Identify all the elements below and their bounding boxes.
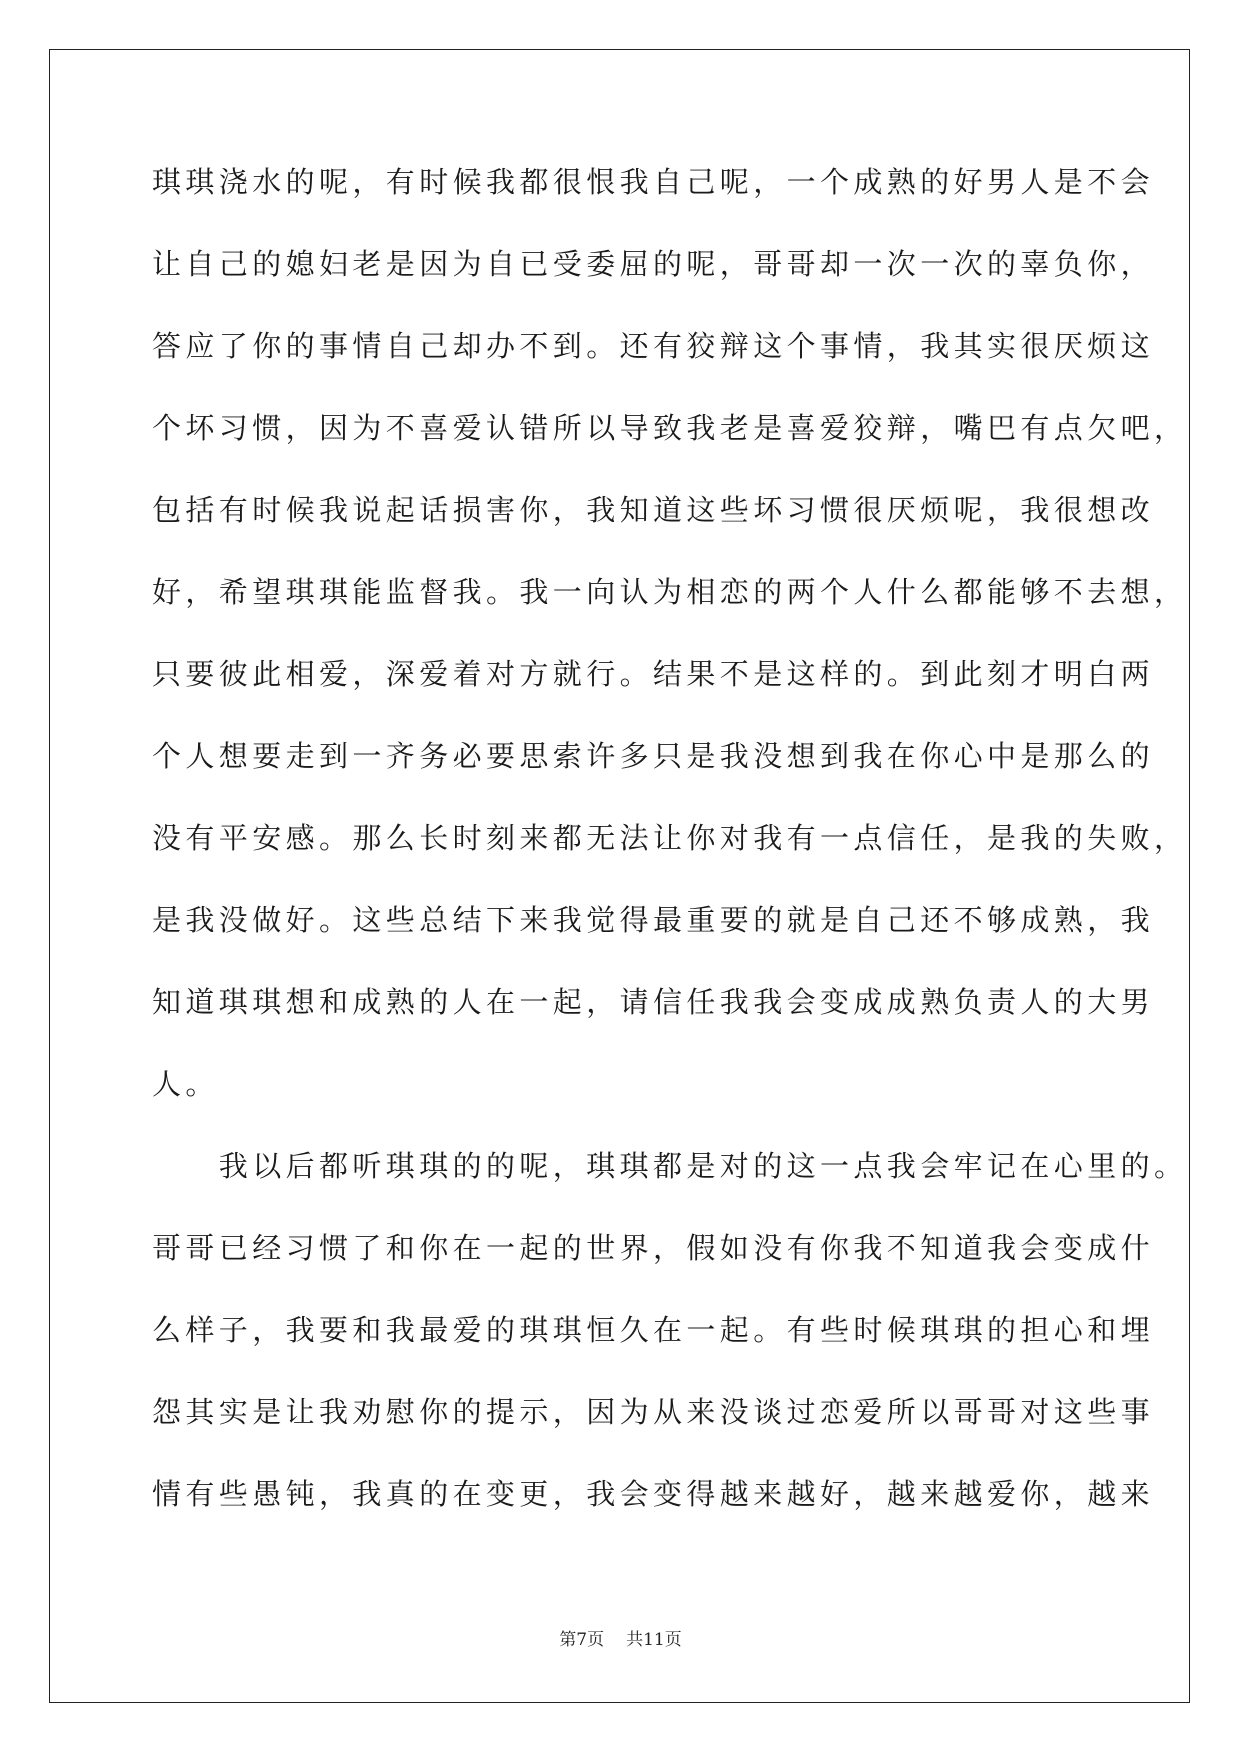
text-line: 只要彼此相爱，深爱着对方就行。结果不是这样的。到此刻才明白两 <box>152 657 1155 691</box>
text-line: 好，希望琪琪能监督我。我一向认为相恋的两个人什么都能够不去想， <box>152 575 1188 609</box>
total-pages-label: 共11页 <box>626 1630 682 1650</box>
text-line: 我以后都听琪琪的的呢，琪琪都是对的这一点我会牢记在心里的。 <box>152 1149 1188 1183</box>
page-footer <box>0 1625 1241 1650</box>
text-line: 人。 <box>152 1067 219 1101</box>
text-line: 个人想要走到一齐务必要思索许多只是我没想到我在你心中是那么的 <box>152 739 1155 773</box>
text-line: 答应了你的事情自己却办不到。还有狡辩这个事情，我其实很厌烦这 <box>152 329 1155 363</box>
current-page-label: 第7页 <box>559 1630 605 1650</box>
text-line: 没有平安感。那么长时刻来都无法让你对我有一点信任，是我的失败， <box>152 821 1188 855</box>
body-text <box>152 164 1188 1558</box>
text-line: 个坏习惯，因为不喜爱认错所以导致我老是喜爱狡辩，嘴巴有点欠吧， <box>152 411 1188 445</box>
text-line: 包括有时候我说起话损害你，我知道这些坏习惯很厌烦呢，我很想改 <box>152 493 1155 527</box>
text-line: 琪琪浇水的呢，有时候我都很恨我自己呢，一个成熟的好男人是不会 <box>152 165 1155 199</box>
text-line: 知道琪琪想和成熟的人在一起，请信任我我会变成成熟负责人的大男 <box>152 985 1155 1019</box>
text-line: 怨其实是让我劝慰你的提示，因为从来没谈过恋爱所以哥哥对这些事 <box>152 1395 1155 1429</box>
text-line: 哥哥已经习惯了和你在一起的世界，假如没有你我不知道我会变成什 <box>152 1231 1155 1265</box>
text-line: 是我没做好。这些总结下来我觉得最重要的就是自己还不够成熟，我 <box>152 903 1155 937</box>
text-line: 情有些愚钝，我真的在变更，我会变得越来越好，越来越爱你，越来 <box>152 1477 1155 1511</box>
text-line: 让自己的媳妇老是因为自已受委屈的呢，哥哥却一次一次的辜负你， <box>152 247 1155 281</box>
text-line: 么样子，我要和我最爱的琪琪恒久在一起。有些时候琪琪的担心和埋 <box>152 1313 1155 1347</box>
